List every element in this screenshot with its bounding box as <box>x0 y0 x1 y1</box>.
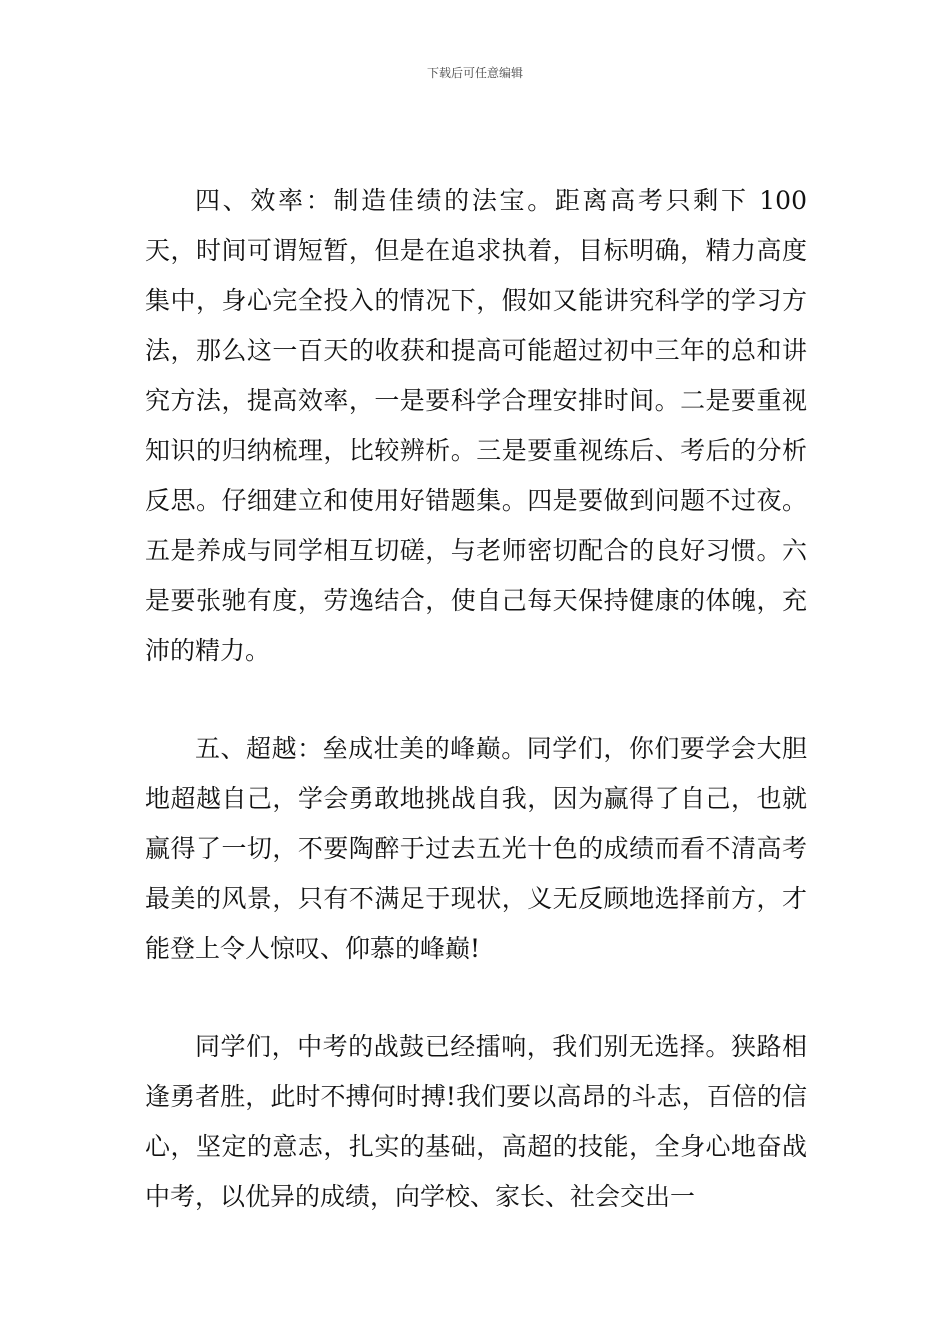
page-header: 下载后可任意编辑 <box>426 66 523 80</box>
paragraph-efficiency: 四、效率：制造佳绩的法宝。距离高考只剩下 100 天，时间可谓短暂，但是在追求执着，目标明确，精力高度集中，身心完全投入的情况下，假如又能讲究科学的学习方法，那么这一百天的收获和提高可能超过初中三年的总和讲究方法，提高效率，一是要科学合理安排时间。二是要重视知识的归纳梳理，比较辨析。三是要重视练后、考后的分析反思。仔细建立和使用好错题集。四是要做到问题不过夜。五是养成与同学相互切磋，与老师密切配合的良好习惯。六是要张驰有度，劳逸结合，使自己每天保持健康的体魄，充沛的精力。 <box>145 186 807 665</box>
document-body <box>145 176 807 1222</box>
paragraph-surpass: 五、超越：垒成壮美的峰巅。同学们，你们要学会大胆地超越自己，学会勇敢地挑战自我，因为赢得了自己，也就赢得了一切，不要陶醉于过去五光十色的成绩而看不清高考最美的风景，只有不满足于现状，义无反顾地选择前方，才能登上令人惊叹、仰慕的峰巅! <box>145 734 807 963</box>
paragraph-exam-call: 同学们，中考的战鼓已经擂响，我们别无选择。狭路相逢勇者胜，此时不搏何时搏!我们要以高昂的斗志，百倍的信心，坚定的意志，扎实的基础，高超的技能，全身心地奋战中考，以优异的成绩，向学校、家长、社会交出一 <box>145 1032 807 1211</box>
